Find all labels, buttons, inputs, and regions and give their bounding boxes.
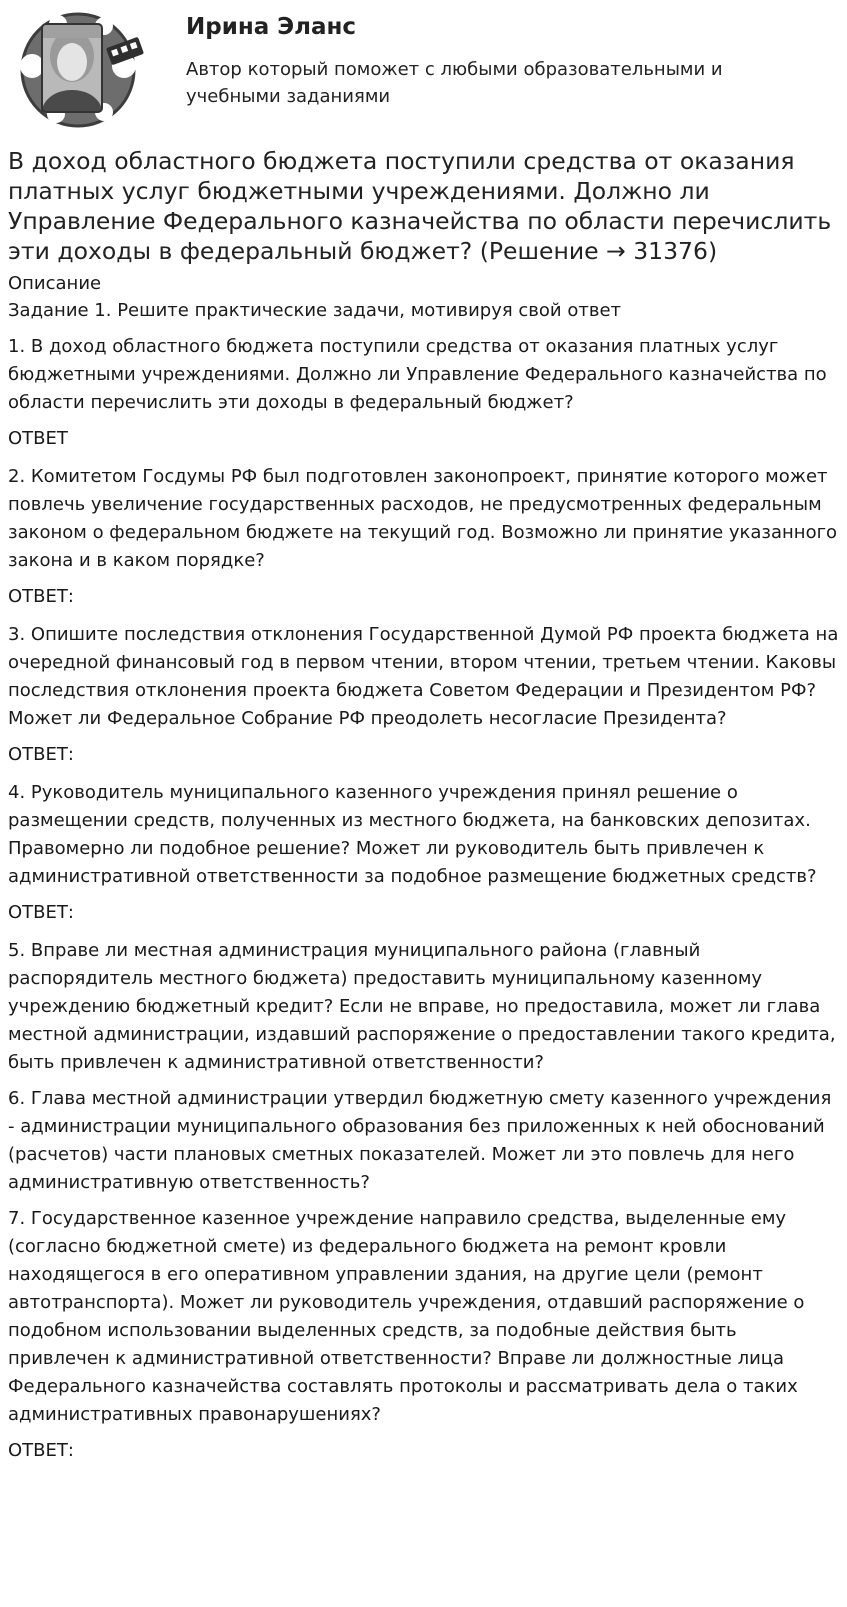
question-4: 4. Руководитель муниципального казенного учреждения принял решение о размещении средств, полученных из местного бюджета, на банковских депозитах. Правомерно ли подобное решение? Может ли руководитель быть привлечен к административной ответственности за подобное размещение бюджетных средств? [8, 782, 817, 887]
author-avatar[interactable] [8, 8, 158, 128]
question-2: 2. Комитетом Госдумы РФ был подготовлен законопроект, принятие которого может повлечь увеличение государственных расходов, не предусмотренных федеральным законом о федеральном бюджете на текущий год. Возможно ли принятие указанного закона и в каком порядке? [8, 466, 838, 571]
film-reel-avatar-icon [8, 8, 158, 128]
answer-2: ОТВЕТ: [8, 586, 74, 607]
author-description: Автор который поможет с любыми образовательными и учебными заданиями [186, 59, 723, 107]
question-1: 1. В доход областного бюджета поступили средства от оказания платных услуг бюджетными учреждениями. Должно ли Управление Федерального казначейства по области перечислить эти доходы в федеральный бюджет? [8, 336, 827, 413]
article [8, 146, 839, 1475]
task-heading: Задание 1. Решите практические задачи, мотивируя свой ответ [8, 300, 622, 321]
author-name[interactable]: Ирина Эланс [186, 14, 357, 40]
question-3: 3. Опишите последствия отклонения Государственной Думой РФ проекта бюджета на очередной финансовый год в первом чтении, втором чтении, третьем чтении. Каковы последствия отклонения проекта бюджета Советом Федерации и Президентом РФ? Может ли Федеральное Собрание РФ преодолеть несогласие Президента? [8, 624, 839, 729]
answer-1: ОТВЕТ [8, 428, 68, 449]
author-card [8, 8, 838, 128]
question-7: 7. Государственное казенное учреждение направило средства, выделенные ему (согласно бюджетной смете) из федерального бюджета на ремонт кровли находящегося в его оперативном управлении здания, на другие цели (ремонт автотранспорта). Может ли руководитель учреждения, отдавший распоряжение о подобном использовании выделенных средств, за подобные действия быть привлечен к административной ответственности? Вправе ли должностные лица Федерального казначейства составлять протоколы и рассматривать дела о таких административных правонарушениях? [8, 1208, 805, 1425]
answer-3: ОТВЕТ: [8, 744, 74, 765]
question-5: 5. Вправе ли местная администрация муниципального района (главный распорядитель местного бюджета) предоставить муниципальному казенному учреждению бюджетный кредит? Если не вправе, но предоставила, может ли глава местной администрации, издавший распоряжение о предоставлении такого кредита, быть привлечен к административной ответственности? [8, 940, 836, 1073]
question-6: 6. Глава местной администрации утвердил бюджетную смету казенного учреждения - администрации муниципального образования без приложенных к ней обоснований (расчетов) части плановых сметных показателей. Может ли это повлечь для него административную ответственность? [8, 1088, 832, 1193]
page-title: В доход областного бюджета поступили средства от оказания платных услуг бюджетными учреждениями. Должно ли Управление Федерального казначейства по области перечислить эти доходы в федеральный бюджет? (Решение → 31376) [8, 147, 832, 265]
answer-7: ОТВЕТ: [8, 1440, 74, 1461]
answer-4: ОТВЕТ: [8, 902, 74, 923]
description-label: Описание [8, 273, 102, 294]
